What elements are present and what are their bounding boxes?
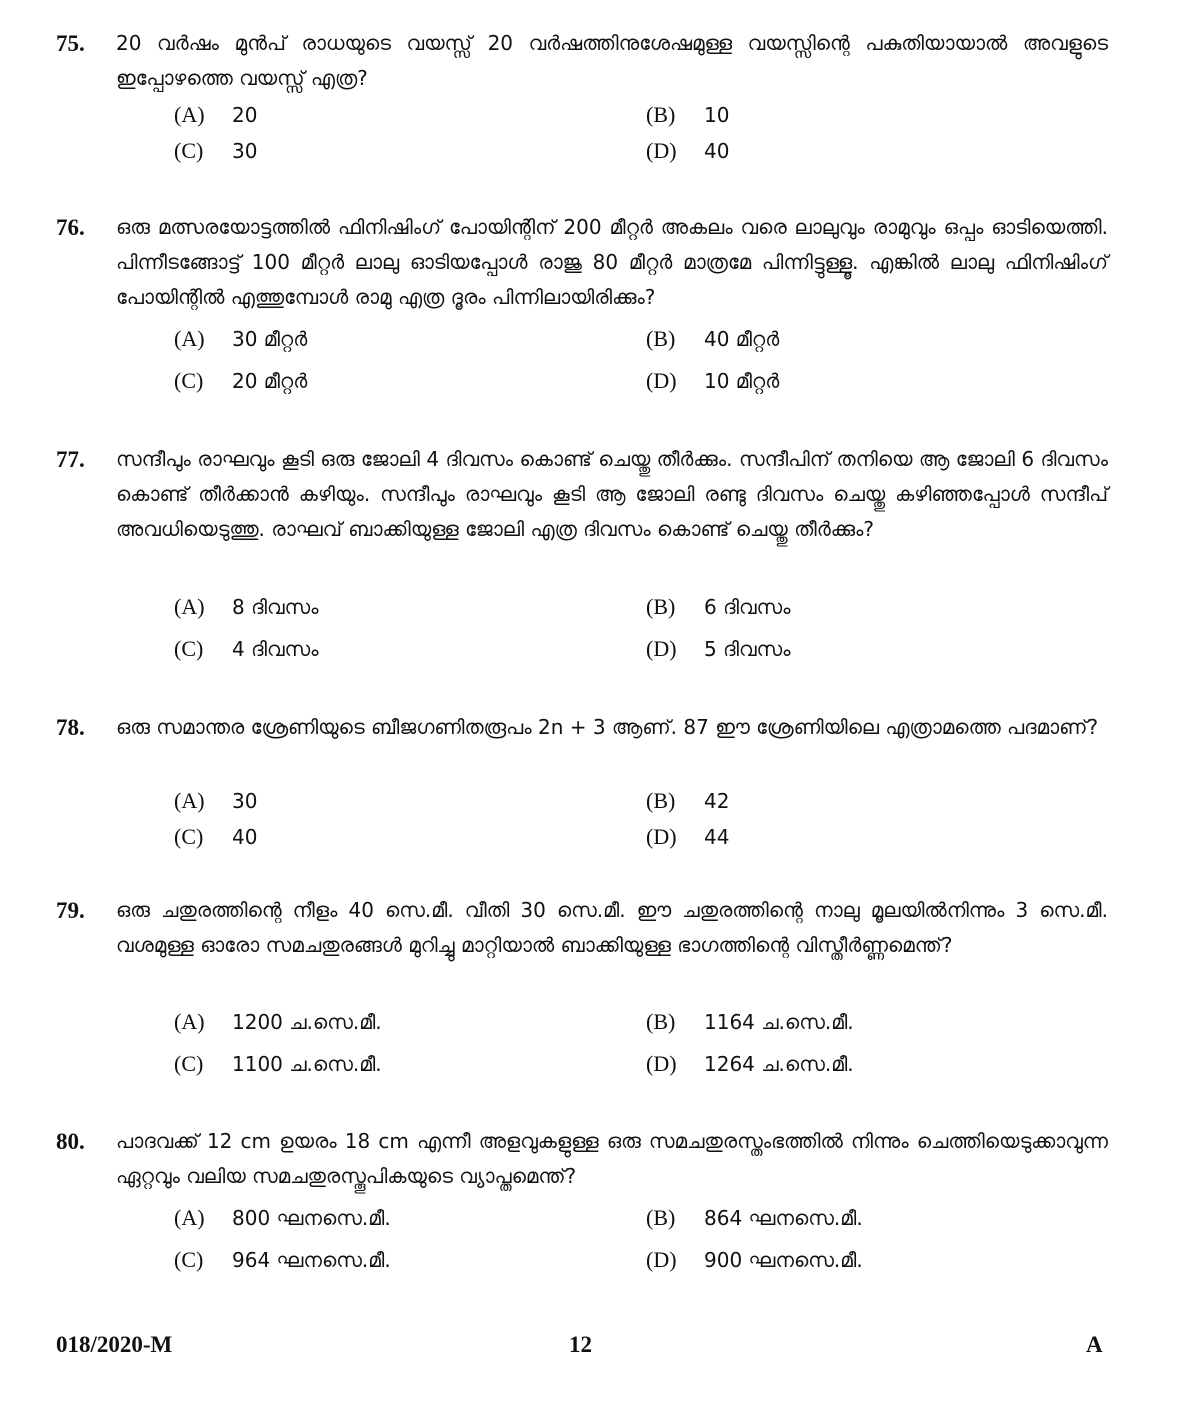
option-value: 900 ഘനസെ.മീ. [704,1248,863,1272]
option-value: 4 ദിവസം [232,637,319,661]
option-d [646,366,779,396]
option-value: 5 ദിവസം [704,637,791,661]
question-number: 79. [56,898,85,923]
option-label: (A) [174,788,205,813]
option-value: 40 [232,825,258,849]
question-text: ഒരു ചതുരത്തിന്റെ നീളം 40 സെ.മീ. വീതി 30 സെ.മീ. ഈ ചതുരത്തിന്റെ നാലു മൂലയിൽനിന്നും 3 സെ.മീ. വശമുള്ള ഓരോ സമചതുരങ്ങൾ മുറിച്ചു മാറ്റിയാൽ ബാക്കിയുള്ള ഭാഗത്തിന്റെ വിസ്തീർണ്ണമെന്ത്? [116,898,1108,957]
option-value: 1100 ച.സെ.മീ. [232,1052,382,1076]
option-b [646,100,729,130]
option-label: (D) [646,1247,677,1272]
option-label: (B) [646,326,676,351]
option-label: (B) [646,594,676,619]
option-value: 40 [704,139,730,163]
option-c [174,1049,382,1079]
option-value: 864 ഘനസെ.മീ. [704,1206,863,1230]
option-a [174,592,319,622]
option-label: (C) [174,138,204,163]
option-c [174,366,307,396]
footer-code: 018/2020-M [56,1332,173,1357]
option-value: 800 ഘനസെ.മീ. [232,1206,391,1230]
question-number: 80. [56,1129,85,1154]
option-b [646,786,729,816]
option-d [646,822,729,852]
option-label: (D) [646,636,677,661]
option-label: (C) [174,636,204,661]
option-value: 10 മീറ്റർ [704,369,780,393]
footer-page-number: 12 [569,1332,592,1357]
option-value: 1200 ച.സെ.മീ. [232,1010,382,1034]
option-value: 30 [232,139,258,163]
option-c [174,1245,391,1275]
option-label: (A) [174,102,205,127]
option-label: (B) [646,1205,676,1230]
question-text: ഒരു സമാന്തര ശ്രേണിയുടെ ബീജഗണിതരൂപം 2n + 3 ആണ്. 87 ഈ ശ്രേണിയിലെ എത്രാമത്തെ പദമാണ്? [116,715,1099,739]
question-number: 76. [56,215,85,240]
question-text: 20 വർഷം മുൻപ് രാധയുടെ വയസ്സ് 20 വർഷത്തിനുശേഷമുള്ള വയസ്സിന്റെ പകുതിയായാൽ അവളുടെ ഇപ്പോഴത്തെ വയസ്സ് എത്ര? [116,31,1108,90]
option-value: 20 [232,103,258,127]
option-label: (B) [646,1009,676,1034]
option-b [646,1203,863,1233]
option-value: 20 മീറ്റർ [232,369,308,393]
option-label: (D) [646,1051,677,1076]
option-value: 30 മീറ്റർ [232,327,308,351]
option-label: (A) [174,326,205,351]
option-label: (B) [646,102,676,127]
question-number: 78. [56,715,85,740]
option-d [646,136,729,166]
option-label: (B) [646,788,676,813]
option-b [646,592,791,622]
option-value: 10 [704,103,730,127]
footer-series: A [1086,1332,1103,1357]
option-label: (C) [174,824,204,849]
option-label: (C) [174,1051,204,1076]
option-value: 1164 ച.സെ.മീ. [704,1010,854,1034]
option-value: 44 [704,825,730,849]
question-text: പാദവക്ക് 12 cm ഉയരം 18 cm എന്നീ അളവുകളുള്ള ഒരു സമചതുരസ്തംഭത്തിൽ നിന്നും ചെത്തിയെടുക്കാവുന്ന ഏറ്റവും വലിയ സമചതുരസ്തൂപികയുടെ വ്യാപ്തമെന്ത്? [116,1129,1108,1188]
option-c [174,822,257,852]
option-b [646,1007,854,1037]
option-c [174,136,257,166]
option-label: (A) [174,594,205,619]
option-label: (C) [174,1247,204,1272]
option-value: 964 ഘനസെ.മീ. [232,1248,391,1272]
option-d [646,1049,854,1079]
question-text: ഒരു മത്സരയോട്ടത്തിൽ ഫിനിഷിംഗ് പോയിന്റിന് 200 മീറ്റർ അകലം വരെ ലാലുവും രാമുവും ഒപ്പം ഓടിയെത്തി. പിന്നീടങ്ങോട്ട് 100 മീറ്റർ ലാലു ഓടിയപ്പോൾ രാജു 80 മീറ്റർ മാത്രമേ പിന്നിട്ടുള്ളൂ. എങ്കിൽ ലാലു ഫിനിഷിംഗ് പോയിന്റിൽ എത്തുമ്പോൾ രാമു എത്ര ദൂരം പിന്നിലായിരിക്കും? [116,215,1108,309]
question-number: 75. [56,31,85,56]
option-value: 6 ദിവസം [704,595,791,619]
option-value: 8 ദിവസം [232,595,319,619]
option-label: (C) [174,368,204,393]
option-label: (A) [174,1205,205,1230]
option-value: 42 [704,789,730,813]
option-label: (D) [646,138,677,163]
option-d [646,634,791,664]
option-label: (D) [646,368,677,393]
option-a [174,324,307,354]
option-value: 40 മീറ്റർ [704,327,780,351]
question-text: സന്ദീപും രാഘവും കൂടി ഒരു ജോലി 4 ദിവസം കൊണ്ട് ചെയ്തു തീർക്കും. സന്ദീപിന് തനിയെ ആ ജോലി 6 ദിവസം കൊണ്ട് തീർക്കാൻ കഴിയും. സന്ദീപും രാഘവും കൂടി ആ ജോലി രണ്ടു ദിവസം ചെയ്തു കഴിഞ്ഞപ്പോൾ സന്ദീപ് അവധിയെടുത്തു. രാഘവ് ബാക്കിയുള്ള ജോലി എത്ര ദിവസം കൊണ്ട് ചെയ്തു തീർക്കും? [116,447,1108,541]
option-d [646,1245,863,1275]
option-a [174,1203,391,1233]
option-label: (D) [646,824,677,849]
option-a [174,786,257,816]
option-value: 30 [232,789,258,813]
question-number: 77. [56,447,85,472]
option-value: 1264 ച.സെ.മീ. [704,1052,854,1076]
option-label: (A) [174,1009,205,1034]
option-c [174,634,319,664]
option-a [174,1007,382,1037]
option-a [174,100,257,130]
option-b [646,324,779,354]
